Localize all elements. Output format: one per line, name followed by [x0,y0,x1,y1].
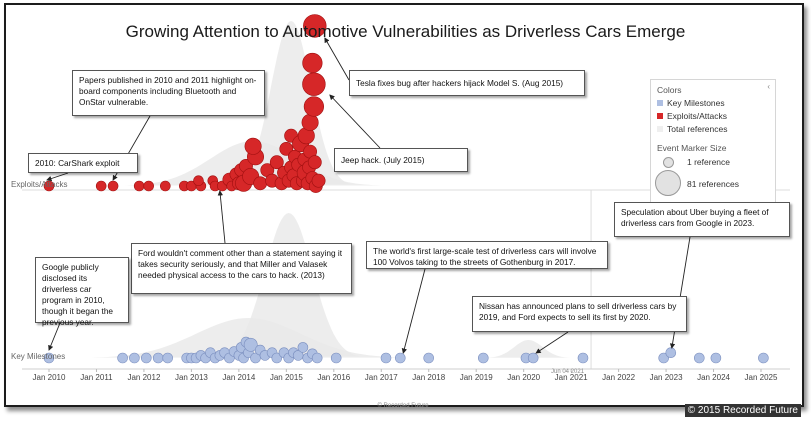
milestone-point[interactable] [298,342,308,352]
milestone-point[interactable] [478,353,488,363]
legend-swatch-total [657,126,663,132]
legend-item-total[interactable] [657,124,727,134]
exploit-point[interactable] [194,176,204,186]
leader-line-carshark [47,173,68,180]
milestone-point[interactable] [118,353,128,363]
x-tick-label: Jan 2011 [80,373,113,382]
x-tick-label: Jan 2025 [744,373,778,382]
exploit-point[interactable] [245,138,261,154]
legend-collapse-icon[interactable]: ‹ [767,82,770,91]
footer-credit: © Recorded Future [377,403,429,409]
annotation-uber: Speculation about Uber buying a fleet of driverless cars from Google in 2023. [614,202,790,237]
leader-line-nissan [536,332,568,353]
milestone-point[interactable] [424,353,434,363]
legend-size-small-label: 1 reference [687,157,730,167]
legend-swatch-exploits [657,113,663,119]
annotation-carshark: 2010: CarShark exploit [28,153,138,173]
chart-title: Growing Attention to Automotive Vulnerabilities as Driverless Cars Emerge [125,22,686,41]
legend-label-milestones: Key Milestones [667,98,725,108]
legend [650,79,776,206]
annotation-tesla: Tesla fixes bug after hackers hijack Model S. (Aug 2015) [349,70,585,96]
exploit-point[interactable] [254,177,267,190]
legend-size-title: Event Marker Size [657,143,727,153]
milestone-point[interactable] [395,353,405,363]
annotation-volvo: The world's first large-scale test of driverless cars will involve 100 Volvos taking to the streets of Gothenburg in 2017. [366,241,608,269]
exploit-point[interactable] [308,156,321,169]
milestone-point[interactable] [163,353,173,363]
copyright-notice: © 2015 Recorded Future [685,404,801,417]
milestone-point[interactable] [331,353,341,363]
legend-size-small-marker [663,157,674,168]
hover-date-label: Jun 04 2021 [551,369,585,375]
exploit-point[interactable] [160,181,170,191]
exploit-point[interactable] [303,73,326,96]
x-tick-label: Jan 2012 [127,373,161,382]
milestone-point[interactable] [153,353,163,363]
x-tick-label: Jan 2016 [317,373,351,382]
milestone-point[interactable] [758,353,768,363]
legend-item-exploits[interactable] [657,111,727,121]
milestone-point[interactable] [578,353,588,363]
exploit-point[interactable] [302,114,318,130]
milestone-point[interactable] [694,353,704,363]
exploit-point[interactable] [144,181,154,191]
x-tick-label: Jan 2019 [459,373,493,382]
legend-label-exploits: Exploits/Attacks [667,111,727,121]
leader-line-jeep [330,95,380,148]
annotation-nissan: Nissan has announced plans to sell driverless cars by 2019, and Ford expects to sell its first by 2020. [472,296,687,332]
row-label-exploits: Exploits/Attacks [11,180,68,189]
x-tick-label: Jan 2023 [649,373,683,382]
milestone-point[interactable] [141,353,151,363]
annotation-google: Google publicly disclosed its driverless car program in 2010, though it began the previous year. [35,257,129,323]
legend-size-large-marker [655,170,681,196]
x-tick-label: Jan 2021 [554,373,588,382]
x-tick-label: Jan 2015 [269,373,303,382]
milestone-point[interactable] [711,353,721,363]
exploit-point[interactable] [304,97,324,117]
milestone-point[interactable] [666,348,676,358]
exploit-point[interactable] [96,181,106,191]
leader-line-tesla [325,38,349,80]
leader-line-ford [220,191,225,243]
x-tick-label: Jan 2018 [412,373,446,382]
x-tick-label: Jan 2010 [32,373,66,382]
legend-size-large-label: 81 references [687,179,739,189]
exploit-point[interactable] [312,174,325,187]
annotation-papers: Papers published in 2010 and 2011 highlight on-board components including Bluetooth and OnStar vulnerable. [72,70,265,116]
milestone-point[interactable] [528,353,538,363]
legend-swatch-milestones [657,100,663,106]
x-tick-label: Jan 2014 [222,373,256,382]
x-tick-label: Jan 2022 [602,373,636,382]
annotation-jeep: Jeep hack. (July 2015) [334,148,468,172]
milestone-point[interactable] [312,353,322,363]
exploit-point[interactable] [134,181,144,191]
legend-label-total: Total references [667,124,728,134]
legend-item-milestones[interactable] [657,98,725,108]
leader-line-volvo [403,269,425,353]
x-tick-label: Jan 2017 [364,373,398,382]
milestone-point[interactable] [129,353,139,363]
x-tick-label: Jan 2024 [697,373,730,382]
legend-colors-title: Colors [657,85,682,95]
annotation-ford: Ford wouldn't comment other than a statement saying it takes security seriously, and that Miller and Valasek needed physical access to the cars to hack. (2013) [131,243,352,294]
milestone-point[interactable] [381,353,391,363]
exploit-point[interactable] [303,53,323,73]
exploit-point[interactable] [108,181,118,191]
x-tick-label: Jan 2020 [507,373,541,382]
row-label-milestones: Key Milestones [11,352,66,361]
x-tick-label: Jan 2013 [174,373,208,382]
